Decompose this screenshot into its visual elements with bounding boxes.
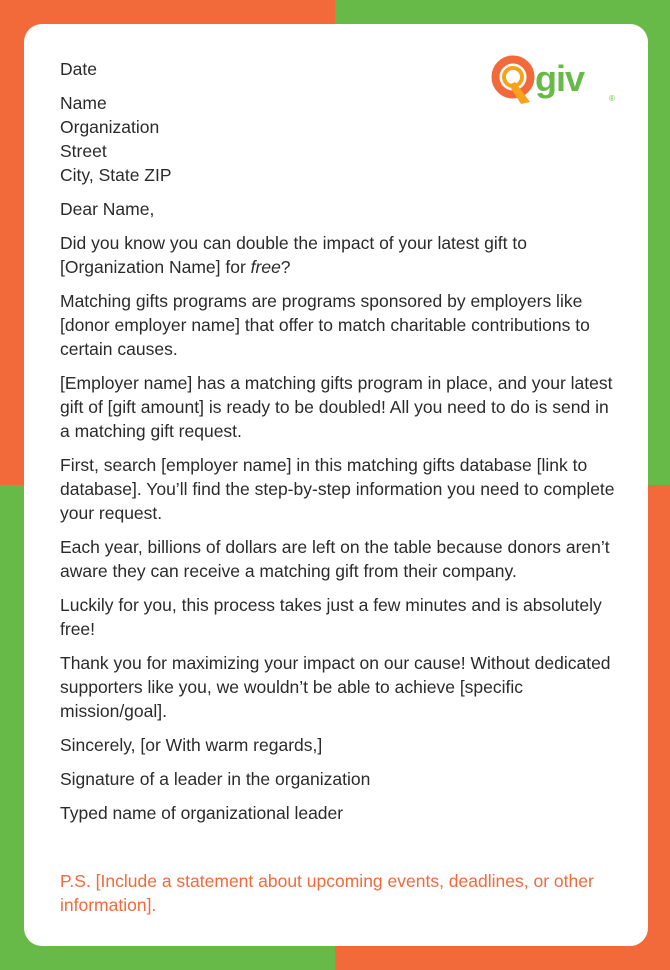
paragraph-7: Thank you for maximizing your impact on our cause! Without dedicated supporters like you, we wouldn’t be able to achieve [specific mission/goal]. [60,653,611,721]
address-street: Street [60,141,107,161]
postscript: P.S. [Include a statement about upcoming events, deadlines, or other information]. [60,871,594,915]
letter-date: Date [60,59,97,79]
letter-body [60,57,620,927]
paragraph-1-end: ? [280,257,291,277]
paragraph-4: First, search [employer name] in this matching gifts database [link to database]. You’ll find the step-by-step information you need to complete your request. [60,455,615,523]
paragraph-3: [Employer name] has a matching gifts program in place, and your latest gift of [gift amount] is ready to be doubled! All you need to do is send in a matching gift request. [60,373,613,441]
closing: Sincerely, [or With warm regards,] [60,735,323,755]
paragraph-5: Each year, billions of dollars are left on the table because donors aren’t aware they can receive a matching gift from their company. [60,537,610,581]
address-name: Name [60,93,107,113]
address-organization: Organization [60,117,160,137]
paragraph-6: Luckily for you, this process takes just a few minutes and is absolutely free! [60,595,602,639]
qgiv-logo-text: giv [535,58,585,99]
paragraph-1 [60,231,620,279]
paragraph-1-text: Did you know you can double the impact of your latest gift to [Organization Name] for [60,233,527,277]
typed-name-line: Typed name of organizational leader [60,803,344,823]
qgiv-registered-mark: ® [609,94,615,103]
paragraph-2: Matching gifts programs are programs sponsored by employers like [donor employer name] that offer to match charitable contributions to certain causes. [60,291,590,359]
signature-line: Signature of a leader in the organization [60,769,371,789]
recipient-address [60,91,620,187]
address-city-state-zip: City, State ZIP [60,165,172,185]
letter-paper [24,24,648,946]
paragraph-1-emphasis: free [250,257,281,277]
greeting: Dear Name, [60,199,155,219]
